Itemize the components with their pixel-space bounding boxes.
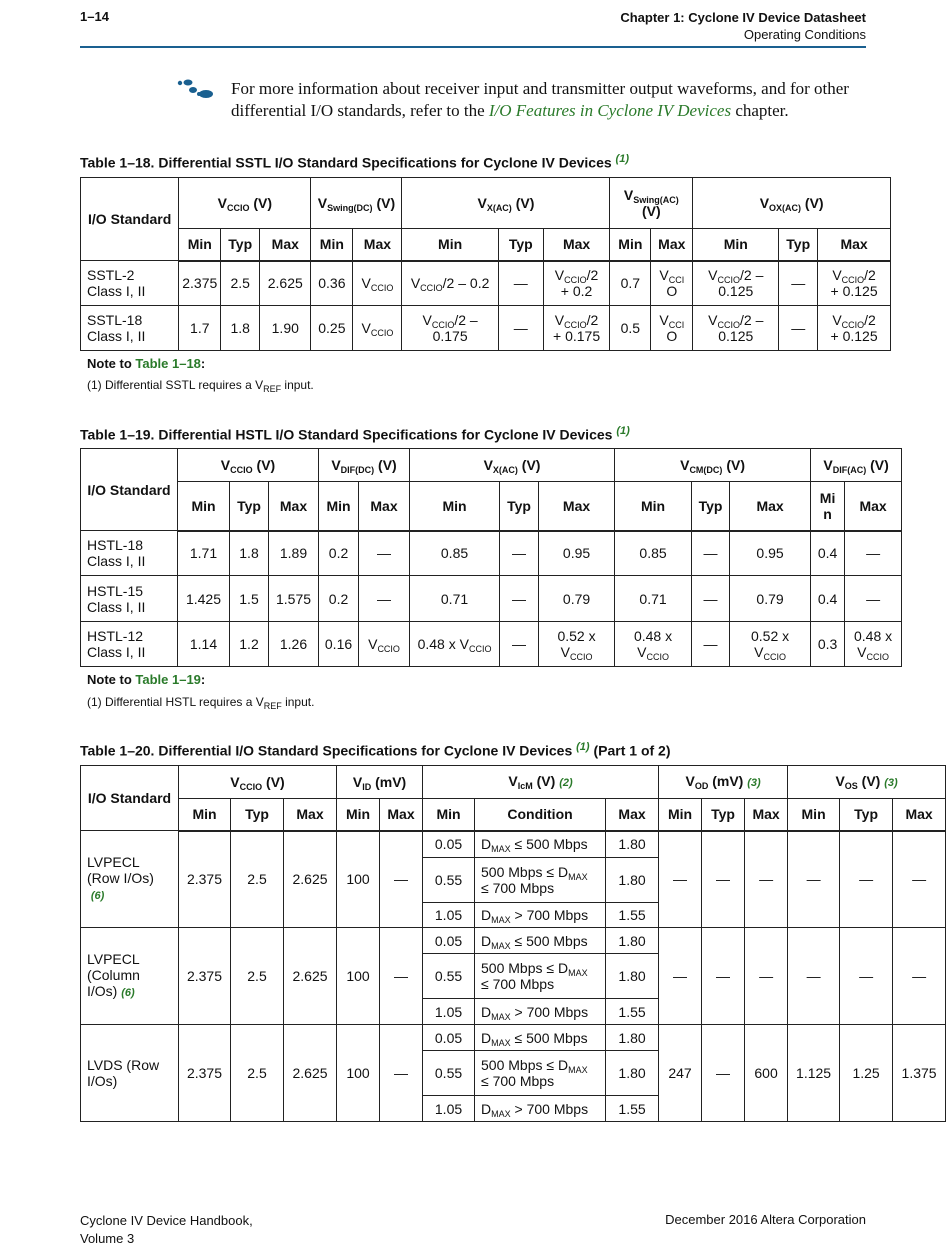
col-io-standard: I/O Standard [81, 178, 179, 261]
group-vod: $V_{OD}$ (mV) (3) [659, 766, 788, 799]
group-vos: $V_{OS}$ (V) (3) [788, 766, 946, 799]
info-note-icon [176, 79, 216, 99]
table19-note-heading: Note to Table 1–19: [87, 672, 206, 687]
table-row: SSTL-18 Class I, II 1.7 1.8 1.90 0.25 $V_{CCIO}$ $V_{CCIO}/2$ – 0.175 — $V_{CCIO}/2$ + 0.175 0.5 $V_{CCI}$ O $V_{CCIO}/2$ – 0.125 — $V_{CCIO}/2$ + 0.125 [81, 306, 891, 351]
group-vccio: $V_{CCIO}$ (V) [178, 449, 319, 482]
table18-note-link[interactable]: Table 1–18 [135, 356, 201, 371]
group-vswing-ac: $V_{Swing(AC)}$ (V) [610, 178, 693, 229]
col-io-standard: I/O Standard [81, 766, 179, 831]
table-row: HSTL-12 Class I, II 1.14 1.2 1.26 0.16 $V_{CCIO}$ 0.48 x $V_{CCIO}$ — 0.52 x $V_{CCIO}$ 0.48 x $V_{CCIO}$ — 0.52 x $V_{CCIO}$ 0.3 0.48 x $V_{CCIO}$ [81, 622, 902, 667]
table-row: LVDS (Row I/Os) 2.375 2.5 2.625 100 — 0.05 $D_{MAX} \le 500$ Mbps 1.80 247 — 600 1.125 1.25 1.375 [81, 1025, 946, 1051]
group-vdif-dc: $V_{DIF(DC)}$ (V) [319, 449, 410, 482]
table-1-20: I/O Standard $V_{CCIO}$ (V) $V_{ID}$ (mV) $V_{IcM}$ (V) (2) $V_{OD}$ (mV) (3) $V_{OS}$ (V) (3) Min Typ Max Min Max Min Condition Max Min Typ Max Min Typ Max LVPECL (Row I/Os) (6) 2.375 2.5 2.625 100 — 0.05 $D_{MAX} \le 500$ Mbps 1.80 — — — — — — 0.55 500 Mbps ≤ $D_{MAX}$ ≤ 700 Mbps 1.80 1.05 $D_{MAX} > 700$ Mbps 1.55 LVPECL (Column I/Os) (6) 2.375 2.5 2.625 100 — 0.05 $D_{MAX} \le 500$ Mbps 1.80 — — — — — — 0.55 500 Mbps ≤ $D_{MAX}$ ≤ 700 Mbps 1.80 1.05 $D_{MAX} > 700$ Mbps 1.55 LVDS (Row I/Os) 2.375 2.5 2.625 100 — 0.05 $D_{MAX} \le 500$ Mbps 1.80 247 — 600 1.125 1.25 1.375 0.55 500 Mbps ≤ $D_{MAX}$ ≤ 700 Mbps 1.80 1.05 $D_{MAX} > 700$ Mbps 1.55 [80, 765, 946, 1122]
group-vccio: $V_{CCIO}$ (V) [179, 766, 337, 799]
group-vox-ac: $V_{OX(AC)}$ (V) [693, 178, 891, 229]
table20-title-footnote[interactable]: (1) [576, 741, 590, 753]
group-vid: $V_{ID}$ (mV) [337, 766, 423, 799]
running-header [620, 9, 866, 43]
footnote-3-link[interactable]: (3) [747, 777, 761, 789]
table-1-19: I/O Standard $V_{CCIO}$ (V) $V_{DIF(DC)}$ (V) $V_{X(AC)}$ (V) $V_{CM(DC)}$ (V) $V_{DIF(AC)}$ (V) Min Typ Max Min Max Min Typ Max Min Typ Max Mi n Max HSTL-18 Class I, II 1.71 1.8 1.89 0.2 — 0.85 — 0.95 0.85 — 0.95 0.4 — HSTL-15 Class I, II 1.425 1.5 1.575 0.2 — 0.71 — 0.79 0.71 — 0.79 0.4 — HSTL-12 Class I, II 1.14 1.2 1.26 0.16 $V_{CCIO}$ 0.48 x $V_{CCIO}$ — 0.52 x $V_{CCIO}$ 0.48 x $V_{CCIO}$ — 0.52 x $V_{CCIO}$ 0.3 0.48 x $V_{CCIO}$ [80, 448, 902, 667]
group-vicm: $V_{IcM}$ (V) (2) [423, 766, 659, 799]
table19-title-footnote[interactable]: (1) [616, 425, 630, 437]
footnote-3-link[interactable]: (3) [884, 777, 898, 789]
footer-date-publisher: December 2016 Altera Corporation [665, 1212, 866, 1227]
table-row: LVPECL (Row I/Os) (6) 2.375 2.5 2.625 100 — 0.05 $D_{MAX} \le 500$ Mbps 1.80 — — — — — — [81, 831, 946, 858]
table-1-18 [80, 177, 891, 351]
table-row: HSTL-15 Class I, II 1.425 1.5 1.575 0.2 — 0.71 — 0.79 0.71 — 0.79 0.4 — [81, 576, 902, 622]
table19-note-link[interactable]: Table 1–19 [135, 672, 201, 687]
table-row: 0.55 500 Mbps ≤ $D_{MAX}$ ≤ 700 Mbps 1.80 [81, 858, 946, 903]
page-number: 1–14 [80, 9, 109, 24]
table19-title: Table 1–19. Differential HSTL I/O Standard Specifications for Cyclone IV Devices $^{(1)}$ [80, 425, 630, 443]
table-row: LVPECL (Column I/Os) (6) 2.375 2.5 2.625 100 — 0.05 $D_{MAX} \le 500$ Mbps 1.80 — — — — — — [81, 928, 946, 954]
table18-note-heading: Note to Table 1–18: [87, 356, 206, 371]
chapter-title: Chapter 1: Cyclone IV Device Datasheet [620, 10, 866, 25]
footnote-2-link[interactable]: (2) [559, 777, 573, 789]
table-row: 0.55 500 Mbps ≤ $D_{MAX}$ ≤ 700 Mbps 1.80 [81, 954, 946, 999]
footer-handbook: Cyclone IV Device Handbook, Volume 3 [80, 1213, 253, 1246]
table-row: 1.05 $D_{MAX} > 700$ Mbps 1.55 [81, 1096, 946, 1122]
group-vswing-dc: $V_{Swing(DC)}$ (V) [311, 178, 402, 229]
group-vx-ac: $V_{X(AC)}$ (V) [402, 178, 610, 229]
group-vdif-ac: $V_{DIF(AC)}$ (V) [811, 449, 902, 482]
footnote-6-link[interactable]: (6) [121, 987, 135, 999]
group-vccio: $V_{CCIO}$ (V) [179, 178, 311, 229]
info-text-end: chapter. [731, 101, 789, 120]
group-vcm-dc: $V_{CM(DC)}$ (V) [615, 449, 811, 482]
table18-note-1: (1) Differential SSTL requires a $V_{REF}$ input. [87, 378, 314, 394]
section-title: Operating Conditions [743, 27, 866, 42]
info-text: For more information about receiver input and transmitter output waveforms, and for other differential I/O standards, refer to the [231, 79, 849, 120]
table-row: HSTL-18 Class I, II 1.71 1.8 1.89 0.2 — 0.85 — 0.95 0.85 — 0.95 0.4 — [81, 531, 902, 576]
table18-title: Table 1–18. Differential SSTL I/O Standard Specifications for Cyclone IV Devices $^{(1)}$ [80, 153, 629, 171]
info-note [231, 78, 871, 122]
group-vx-ac: $V_{X(AC)}$ (V) [410, 449, 615, 482]
table-subheader-row: Min Typ Max Min Max Min Typ Max Min Max Min Typ Max [81, 229, 891, 261]
table20-title: Table 1–20. Differential I/O Standard Specifications for Cyclone IV Devices $^{(1)}$ (Part 1 of 2) [80, 741, 671, 759]
table-row: 1.05 $D_{MAX} > 700$ Mbps 1.55 [81, 999, 946, 1025]
table-row: 1.05 $D_{MAX} > 700$ Mbps 1.55 [81, 903, 946, 928]
table19-note-1: (1) Differential HSTL requires a $V_{REF}$ input. [87, 695, 315, 711]
col-io-standard: I/O Standard [81, 449, 178, 531]
header-rule [80, 46, 866, 48]
table-header-row [81, 178, 891, 229]
table-row: 0.55 500 Mbps ≤ $D_{MAX}$ ≤ 700 Mbps 1.80 [81, 1051, 946, 1096]
footnote-6-link[interactable]: (6) [90, 890, 105, 902]
table-row: SSTL-2 Class I, II 2.375 2.5 2.625 0.36 $V_{CCIO}$ $V_{CCIO}/2 - 0.2$ — $V_{CCIO}/2$ + 0.2 0.7 $V_{CCI}$ O $V_{CCIO}/2$ – 0.125 — $V_{CCIO}/2$ + 0.125 [81, 261, 891, 306]
table18-title-footnote[interactable]: (1) [615, 153, 629, 165]
io-features-link[interactable]: I/O Features in Cyclone IV Devices [488, 101, 732, 120]
